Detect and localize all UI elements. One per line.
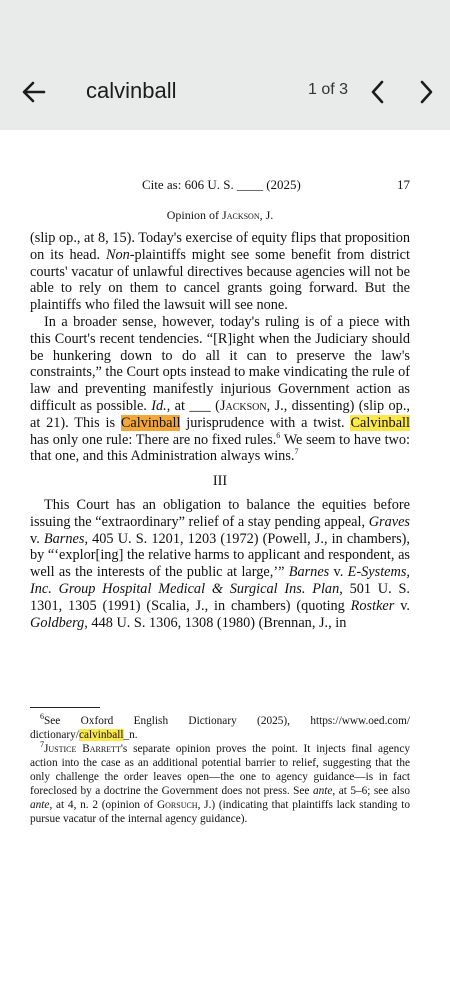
citation: Cite as: 606 U. S. ____ (2025)	[142, 177, 301, 192]
opinion-heading: Opinion of Jackson, J.	[166, 208, 274, 222]
search-input[interactable]: calvinball	[86, 78, 177, 103]
next-match-button[interactable]	[414, 78, 438, 106]
footnote-ref[interactable]: 6	[276, 430, 281, 440]
paragraph: This Court has an obligation to balance the equities before issuing the “extraordinary” relief of a stay pending appeal, Graves v. Barnes, 405 U. S. 1201, 1203 (1972) (Powell, J., in chambers), by “‘explor[ing] the relative harms to applicant and respondent, as well as the interests of the public at large,’” Barnes v. E-Systems, Inc. Group Hospital Medical & Surgical Ins. Plan, 501 U. S. 1301, 1305 (1991) (Scalia, J., in chambers) (quoting Rostker v. Goldberg, 448 U. S. 1306, 1308 (1980) (Brennan, J., in	[30, 496, 410, 631]
search-match-current: Calvinball	[120, 414, 181, 431]
section-heading: III	[212, 473, 228, 490]
search-match: Calvinball	[350, 414, 410, 431]
arrow-left-icon	[18, 76, 50, 108]
opinion-body	[30, 230, 410, 631]
chevron-left-icon	[366, 78, 390, 106]
find-in-page-toolbar	[0, 0, 450, 130]
search-match: calvinball	[78, 729, 124, 741]
paragraph: In a broader sense, however, today's ruling is of a piece with this Court's recent tendencies. “[R]ight when the Judiciary should be hunkering down to do all it can to preserve the law's constraints,” the Court opts instead to make vindicating the rule of law and preventing manifestly injurious Government action as difficult as possible. Id., at ___ (Jackson, J., dissenting) (slip op., at 21). This is Calvinball jurisprudence with a twist. Calvinball has only one rule: There are no fixed rules.$^6$ We seem to have two: that one, and this Administration always wins.$^7$	[30, 313, 410, 465]
footnote-divider	[30, 707, 100, 708]
chevron-right-icon	[414, 78, 438, 106]
paragraph: (slip op., at 8, 15). Today's exercise of equity flips that proposition on its head. Non-plaintiffs might see some benefit from district courts' vacatur of unlawful directives because agencies will not be able to rely on them to cancel grants going forward. But the plaintiffs who filed the lawsuit will see none.	[30, 230, 410, 314]
footnote-7: $^7$Justice Barrett's separate opinion proves the point. It injects final agency action into the case as an additional potential barrier to relief, suggesting that the only challenge the order leaves open—the one to agency guidance—is in fact foreclosed by a doctrine the Government does not press. See ante, at 5–6; see also ante, at 4, n. 2 (opinion of Gorsuch, J.) (indicating that plaintiffs lack standing to pursue vacatur of the internal agency guidance).	[30, 740, 410, 825]
page-number: 17	[397, 177, 410, 192]
footnote-6: $^6$See Oxford English Dictionary (2025), https://www.oed.com/ dictionary/calvinball_n.	[30, 712, 410, 741]
footnotes	[30, 714, 410, 826]
previous-match-button[interactable]	[366, 78, 390, 106]
match-count: 1 of 3	[308, 81, 349, 98]
footnote-ref[interactable]: 7	[294, 447, 299, 457]
back-button[interactable]	[18, 76, 50, 108]
